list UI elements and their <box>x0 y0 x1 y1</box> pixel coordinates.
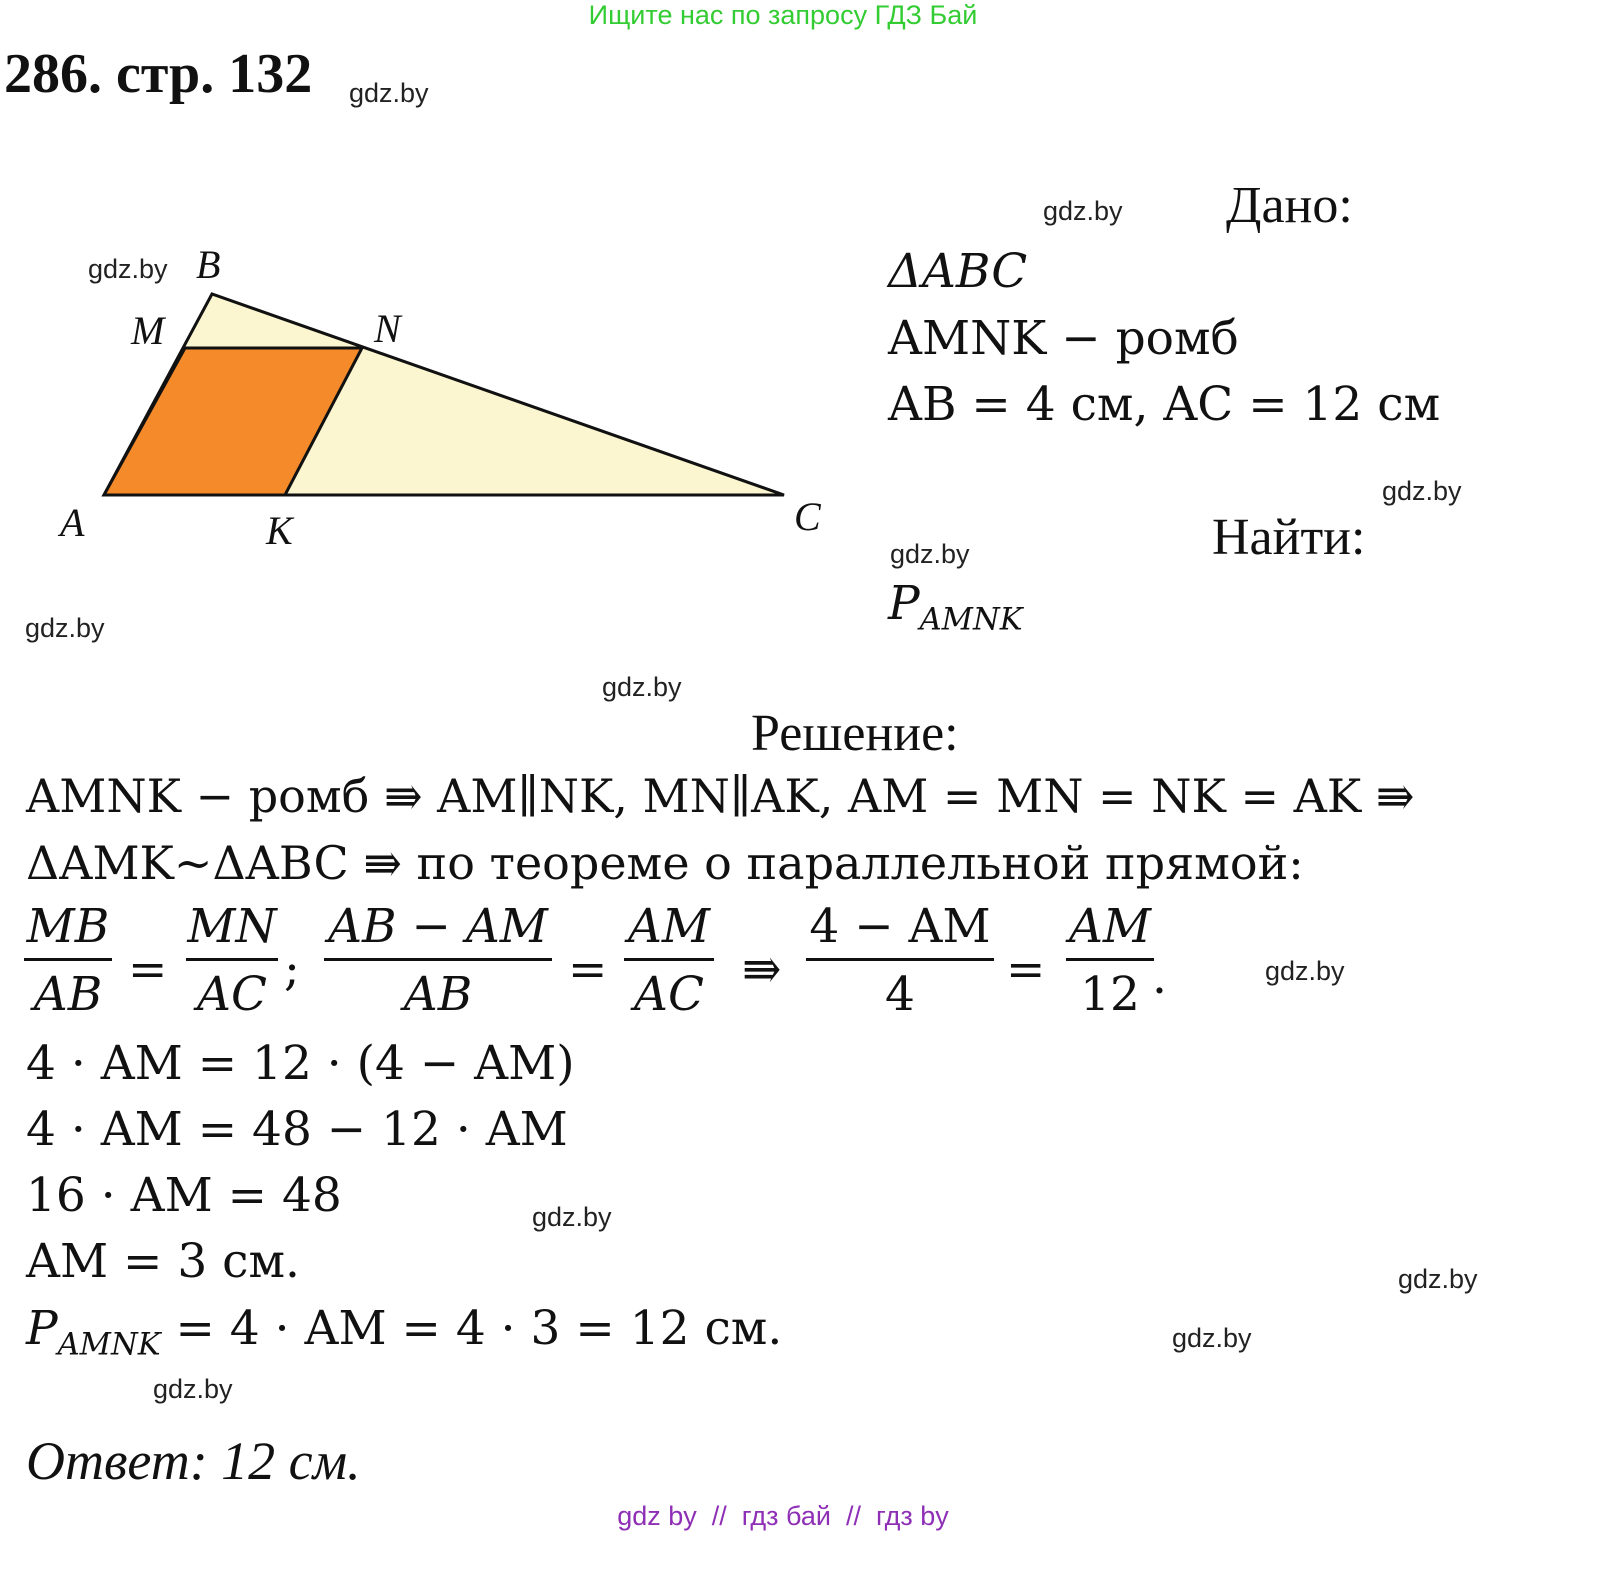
denominator: AB <box>403 967 473 1022</box>
label-c: C <box>794 494 821 539</box>
watermark: gdz.by <box>1043 196 1123 226</box>
implies-sign: ⇛ <box>742 942 782 997</box>
denominator: AB <box>33 967 103 1022</box>
step-1: 4 · AM = 12 · (4 − AM) <box>26 1036 575 1091</box>
denominator: 12 <box>1080 967 1140 1022</box>
footer-links: gdz by // гдз бай // гдз by <box>617 1501 949 1531</box>
equals-sign: = <box>1006 942 1046 997</box>
solution-line-2: ΔAMK~ΔABC ⇛ по теореме о параллельной прямой: <box>26 836 1304 890</box>
watermark: gdz.by <box>532 1202 612 1232</box>
given-line-3: AB = 4 см, AC = 12 см <box>888 377 1441 432</box>
given-line-1: ΔABC <box>888 244 1028 299</box>
watermark: gdz.by <box>1265 956 1345 986</box>
final-sub: AMNK <box>57 1327 161 1363</box>
watermark: gdz.by <box>153 1374 233 1404</box>
watermark: gdz.by <box>88 254 168 284</box>
label-k: K <box>266 508 293 553</box>
denominator: AC <box>634 967 704 1022</box>
find-sub: AMNK <box>919 602 1023 638</box>
step-2: 4 · AM = 48 − 12 · AM <box>26 1102 568 1157</box>
watermark: gdz.by <box>25 613 105 643</box>
label-m: M <box>131 308 165 353</box>
fraction-am-ac <box>624 899 714 1022</box>
solution-title: Решение: <box>751 705 959 762</box>
label-a: A <box>60 500 85 545</box>
denominator: 4 <box>885 967 915 1022</box>
final-perimeter <box>26 1301 783 1363</box>
numerator: MN <box>187 899 277 954</box>
answer: Ответ: 12 см. <box>26 1431 361 1491</box>
given-title: Дано: <box>1226 177 1353 234</box>
semicolon: ; <box>284 942 300 997</box>
triangle-figure <box>0 240 860 570</box>
final-p: P <box>26 1301 58 1356</box>
step-3: 16 · AM = 48 <box>26 1168 342 1223</box>
watermark: gdz.by <box>349 78 429 108</box>
label-b: B <box>196 242 221 287</box>
watermark: gdz.by <box>1398 1264 1478 1294</box>
fraction-ab-am-ab <box>324 899 552 1022</box>
find-p: P <box>888 576 920 631</box>
top-banner: Ищите нас по запросу ГДЗ Бай <box>588 0 978 30</box>
watermark: gdz.by <box>1172 1323 1252 1353</box>
watermark: gdz.by <box>1382 476 1462 506</box>
numerator: MB <box>26 899 110 954</box>
fraction-4-am-4 <box>806 899 994 1022</box>
watermark: gdz.by <box>890 539 970 569</box>
numerator: AM <box>1068 899 1152 954</box>
watermark: gdz.by <box>602 672 682 702</box>
period: . <box>1152 950 1167 1005</box>
denominator: AC <box>197 967 267 1022</box>
numerator: AM <box>627 899 711 954</box>
solution-line-1: AMNK − ромб ⇛ AM∥NK, MN∥AK, AM = MN = NK = AK ⇛ <box>26 769 1415 823</box>
fraction-mn-ac <box>186 899 278 1022</box>
numerator: AB − AM <box>328 899 548 954</box>
page-title: 286. стр. 132 <box>4 43 313 105</box>
find-value <box>888 576 1023 638</box>
equals-sign: = <box>128 942 168 997</box>
find-title: Найти: <box>1212 509 1366 566</box>
equals-sign: = <box>568 942 608 997</box>
final-rest: = 4 · AM = 4 · 3 = 12 см. <box>160 1301 783 1356</box>
given-line-2: AMNK − ромб <box>888 311 1239 366</box>
fraction-am-12 <box>1066 899 1154 1022</box>
step-4: AM = 3 см. <box>26 1234 300 1289</box>
fraction-mb-ab <box>24 899 112 1022</box>
label-n: N <box>374 306 401 351</box>
numerator: 4 − AM <box>809 899 991 954</box>
